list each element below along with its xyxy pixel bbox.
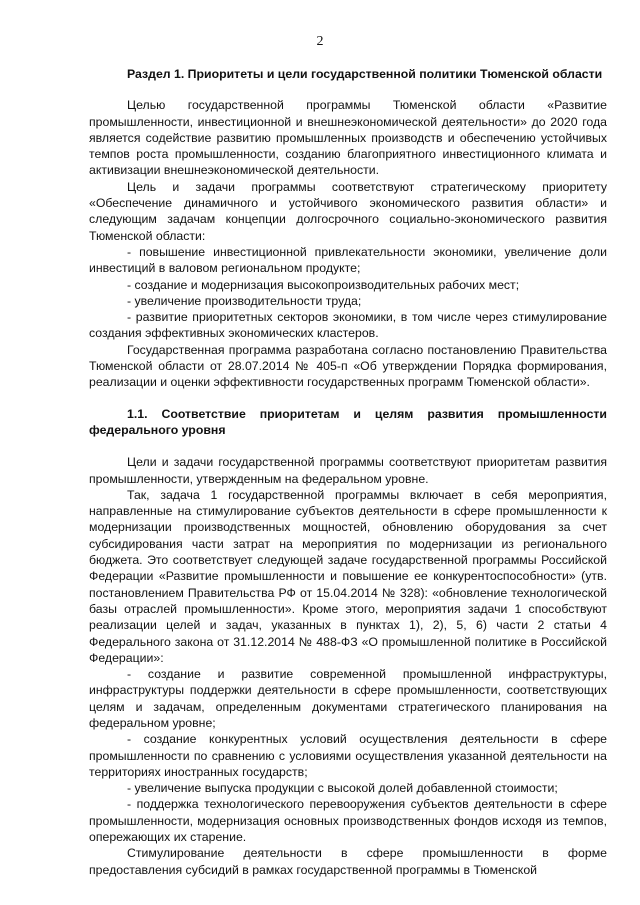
paragraph: Так, задача 1 государственной программы включает в себя мероприятия, направленные на стимулирование субъектов деятельности в сфере промышленности к модернизации производственных мощностей, обновлению оборудования за счет субсидирования части затрат на мероприятия по модернизации из регионального бюджета. Это соответствует следующей задаче государственной программы Российской Федерации «Развитие промышленности и повышение ее конкурентоспособности» (утв. постановлением Правительства РФ от 15.04.2014 № 328): «обновление технологической базы отраслей промышленности». Кроме этого, мероприятия задачи 1 способствуют реализации целей и задач, указанных в пунктах 1), 2), 5, 6) части 2 статьи 4 Федерального закона от 31.12.2014 № 488-ФЗ «О промышленной политике в Российской Федерации»: [89, 487, 607, 665]
list-item: - создание конкурентных условий осуществления деятельности в сфере промышленности по сравнению с условиями осуществления указанной деятельности на территориях иностранных государств; [89, 732, 607, 779]
section-heading: Раздел 1. Приоритеты и цели государственной политики Тюменской области [127, 67, 603, 81]
list-item: - повышение инвестиционной привлекательности экономики, увеличение доли инвестиций в валовом региональном продукте; [89, 244, 607, 276]
list-item: - увеличение производительности труда; [127, 293, 362, 308]
subsection-heading: 1.1. Соответствие приоритетам и целям развития промышленности федерального уровня [89, 406, 607, 437]
paragraph: Цель и задачи программы соответствуют стратегическому приоритету «Обеспечение динамичного и устойчивого экономического развития области» и следующим задачам концепции долгосрочного социально-экономического развития Тюменской области: [89, 179, 607, 243]
list-item: - поддержка технологического перевооружения субъектов деятельности в сфере промышленности, модернизация основных производственных фондов исходя из темпов, опережающих их старение. [89, 797, 607, 845]
document-body [89, 66, 607, 878]
paragraph: Стимулирование деятельности в сфере промышленности в форме предоставления субсидий в рамках государственной программы в Тюменской [89, 846, 607, 877]
paragraph: Цели и задачи государственной программы соответствуют приоритетам развития промышленности, утвержденным на федеральном уровне. [89, 455, 607, 486]
paragraph: Государственная программа разработана согласно постановлению Правительства Тюменской области от 28.07.2014 № 405-п «Об утверждении Порядка формирования, реализации и оценки эффективности государственных программ Тюменской области». [89, 342, 607, 390]
list-item: - создание и модернизация высокопроизводительных рабочих мест; [127, 277, 520, 292]
list-item: - создание и развитие современной промышленной инфраструктуры, инфраструктуры поддержки деятельности в сфере промышленности, соответствующих целям и задачам, определенным документами стратегического планирования на федеральном уровне; [89, 667, 607, 730]
list-item: - развитие приоритетных секторов экономики, в том числе через стимулирование создания эффективных экономических кластеров. [89, 310, 607, 341]
list-item: - увеличение выпуска продукции с высокой долей добавленной стоимости; [127, 781, 558, 796]
page-number: 2 [316, 34, 324, 49]
paragraph: Целью государственной программы Тюменской области «Развитие промышленности, инвестиционной и внешнеэкономической деятельности» до 2020 года является содействие развитию промышленных производств и обеспечению устойчивых темпов роста промышленности, созданию благоприятного инвестиционного климата и активизации внешнеэкономической деятельности. [89, 98, 607, 178]
